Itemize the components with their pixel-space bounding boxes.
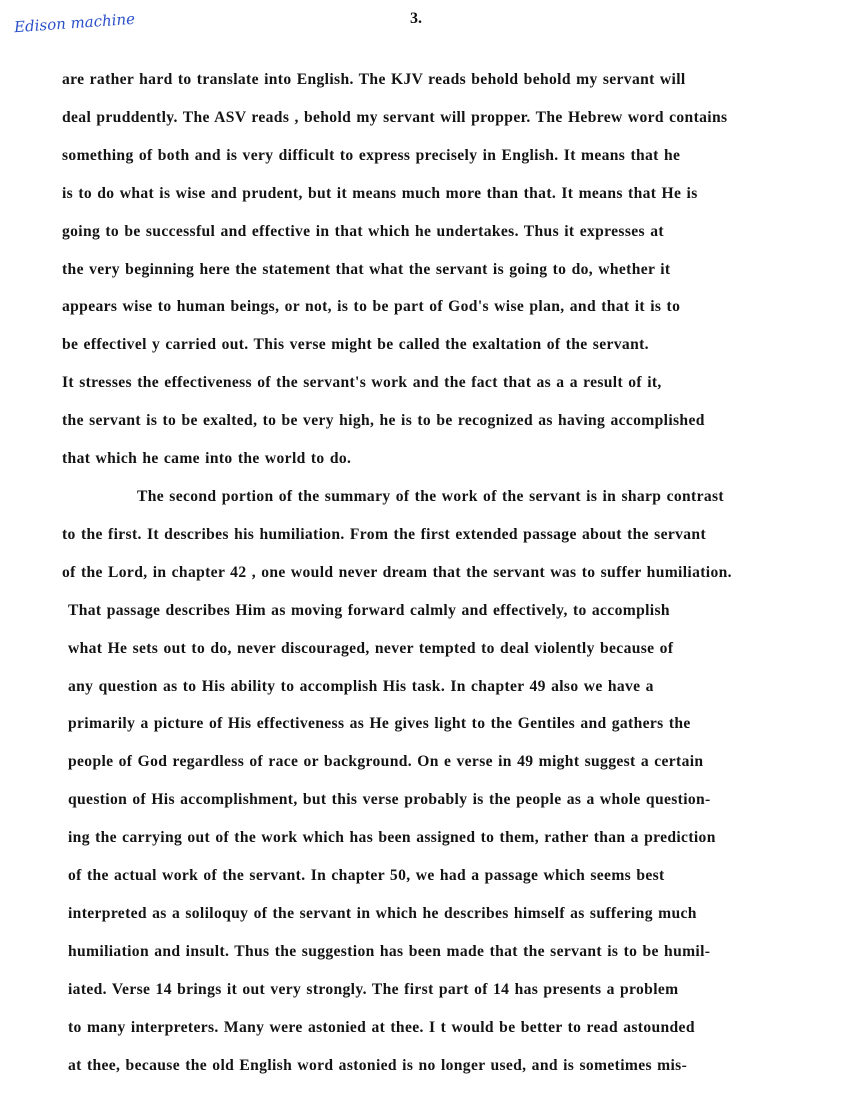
paragraph-2 [62, 478, 852, 1085]
text-line: The second portion of the summary of the work of the servant is in sharp contrast [137, 487, 724, 505]
text-line: appears wise to human beings, or not, is to be part of God's wise plan, and that it is to [62, 298, 681, 316]
text-line: of the Lord, in chapter 42 , one would never dream that the servant was to suffer humiliation. [62, 563, 732, 581]
page-number: 3. [410, 10, 422, 27]
text-line: interpreted as a soliloquy of the servant in which he describes himself as suffering much [68, 904, 697, 922]
text-line: deal pruddently. The ASV reads , behold my servant will propper. The Hebrew word contains [62, 108, 728, 126]
text-line: humiliation and insult. Thus the suggestion has been made that the servant is to be humil- [68, 942, 711, 960]
text-line: It stresses the effectiveness of the servant's work and the fact that as a a result of it, [62, 374, 662, 392]
text-line: of the actual work of the servant. In chapter 50, we had a passage which seems best [68, 867, 665, 885]
text-line: That passage describes Him as moving forward calmly and effectively, to accomplish [68, 601, 670, 619]
text-line: that which he came into the world to do. [62, 450, 352, 468]
text-line: the servant is to be exalted, to be very high, he is to be recognized as having accomplished [62, 412, 705, 430]
text-line: be effectivel y carried out. This verse might be called the exaltation of the servant. [62, 336, 649, 354]
text-line: is to do what is wise and prudent, but it means much more than that. It means that He is [62, 184, 698, 202]
text-line: any question as to His ability to accomplish His task. In chapter 49 also we have a [68, 677, 654, 695]
text-line: ing the carrying out of the work which has been assigned to them, rather than a prediction [68, 829, 716, 847]
text-line: to many interpreters. Many were astonied at thee. I t would be better to read astounded [68, 1018, 695, 1036]
paragraph-1 [62, 61, 852, 478]
text-line: people of God regardless of race or background. On e verse in 49 might suggest a certain [68, 753, 704, 771]
text-line: iated. Verse 14 brings it out very strongly. The first part of 14 has presents a problem [68, 980, 679, 998]
text-line: going to be successful and effective in that which he undertakes. Thus it expresses at [62, 222, 664, 240]
text-line: to the first. It describes his humiliation. From the first extended passage about the servant [62, 525, 706, 543]
handwritten-note: Edison machine [13, 9, 136, 37]
text-line: something of both and is very difficult to express precisely in English. It means that he [62, 146, 681, 164]
text-line: primarily a picture of His effectiveness as He gives light to the Gentiles and gathers the [68, 715, 691, 733]
document-body [62, 61, 852, 1084]
text-line: what He sets out to do, never discouraged, never tempted to deal violently because of [68, 639, 674, 657]
text-line: the very beginning here the statement that what the servant is going to do, whether it [62, 260, 671, 278]
text-line: question of His accomplishment, but this verse probably is the people as a whole question- [68, 791, 711, 809]
text-line: at thee, because the old English word astonied is no longer used, and is sometimes mis- [68, 1056, 688, 1074]
text-line: are rather hard to translate into English. The KJV reads behold behold my servant will [62, 71, 686, 88]
